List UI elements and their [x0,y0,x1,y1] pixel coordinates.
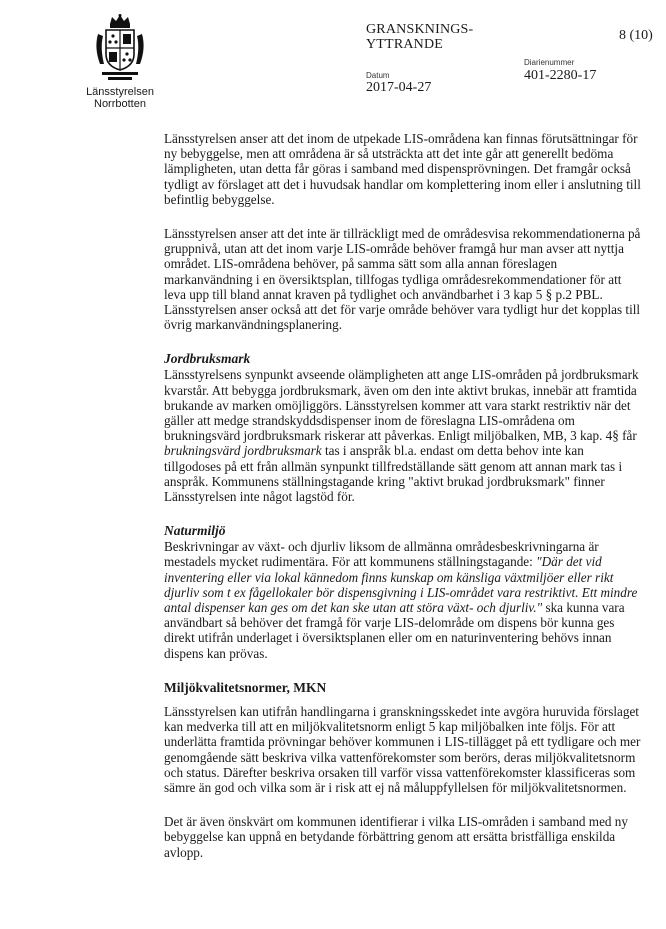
diarienummer-value: 401-2280-17 [524,68,597,83]
document-body [164,131,642,860]
heading-mkn: Miljökvalitetsnormer, MKN [164,679,327,695]
paragraph-avlopp: Det är även önskvärt om kommunen identifierar i vilka LIS-områden i samband med ny bebyggelse kan uppnå en betydande förbättring genom att ersätta bristfälliga enskilda avlopp. [164,814,628,860]
document-type-line2: YTTRANDE [366,37,444,52]
heading-naturmiljo: Naturmiljö [164,523,226,539]
coat-of-arms-icon [92,14,148,84]
paragraph-lis-areas: Länsstyrelsen anser att det inom de utpekade LIS-områdena kan finnas förutsättningar för ny bebyggelse, men att områdena är så utsträckta att det inte går att generellt bedöma lämpligheten, utan detta får göras i samband med dispensprövningen. Det framgår också tydligt av förslaget att det i huvudsak handlar om komplettering inom eller i anslutning till befintlig bebyggelse. [164,131,641,207]
paragraph-naturmiljo-part1: Beskrivningar av växt- och djurliv liksom de allmänna områdesbeskrivningarna är mestadels mycket rudimentära. För att kommunens ställningstagande: [164,539,599,570]
agency-name-line1: Länsstyrelsen [86,86,154,98]
date-value: 2017-04-27 [366,80,432,95]
page-number: 8 (10) [619,28,653,43]
paragraph-mkn: Länsstyrelsen kan utifrån handlingarna i granskningsskedet inte avgöra huruvida förslaget kan medverka till att en miljökvalitetsnorm enligt 5 kap miljöbalken inte följs. För att underlätta framtida prövningar behöver kommunen i LIS-tillägget på ett tydligare och mer genomgående sätt beskriva vilka vattenförekomster som berörs, deras miljökvalitetsnorm och status. Därefter beskriva orsaken till varför vissa vattenförekomster klassificeras som sämre än god och vilka som är i risk att ej nå måluppfyllelsen för miljökvalitetsnormen. [164,703,641,795]
document-type-line1: GRANSKNINGS- [366,22,474,37]
paragraph-jordbruksmark [164,367,642,504]
diarienummer-label: Diarienummer [524,58,575,67]
agency-name [80,86,160,110]
date-label: Datum [366,71,390,80]
paragraph-recommendations: Länsstyrelsen anser att det inte är tillräckligt med de områdesvisa rekommendationerna på gruppnivå, utan att det inom varje LIS-område behöver framgå hur man avser att nyttja området. LIS-områdena behöver, på samma sätt som alla annan föreslagen markanvändning i en översiktsplan, tillfogas tydliga områdesrekommendationer för att leva upp till bland annat kraven på tydlighet och användbarhet i 3 kap 5 § p.2 PBL. Länsstyrelsen anser också att det för varje område behöver vara tydligt hur det kopplas till övrig markanvändningsplanering. [164,226,641,333]
paragraph-jordbruksmark-emphasis: brukningsvärd jordbruksmark [164,443,322,459]
agency-logo [92,14,148,84]
paragraph-naturmiljo-quote: "Där det vid inventering eller via lokal kännedom finns kunskap om känsliga växtmiljöer eller rikt djurliv som t ex fågellokaler bör dispensgivning i LIS-området vara restriktivt. Ett mindre antal dispenser kan ges om det kan ske utan att störa växt- och djurliv." [164,554,638,616]
paragraph-jordbruksmark-part1: Länsstyrelsens synpunkt avseende olämpligheten att ange LIS-områden på jordbruksmark kvarstår. Att bebygga jordbruksmark, även om den inte aktivt brukas, innebär att framtida brukande av marken omöjliggörs. Länsstyrelsen kommer att vara starkt restriktiv när det gäller att medge strandskyddsdispenser inom de föreslagna LIS-områdena om brukningsvärd jordbruksmark riskerar att påverkas. Enligt miljöbalken, MB, 3 kap. 4§ får [164,367,639,444]
paragraph-naturmiljo-part2: ska kunna vara användbart så behöver det framgå för varje LIS-delområde om dispens bör kunna ges direkt utifrån underlaget i översiktsplanen eller om en naturinventering behövs innan dispens kan prövas. [164,600,625,661]
paragraph-naturmiljo [164,539,642,661]
agency-name-line2: Norrbotten [94,98,146,110]
document-type [366,22,473,52]
paragraph-jordbruksmark-part2: tas i anspråk bl.a. endast om detta behov inte kan tillgodoses på ett från allmän synpunkt tillfredställande sätt genom att annan mark tas i anspråk. Kommunens ställningstagande kring "aktivt brukad jordbruksmark" finner Länsstyrelsen inte något lagstöd för. [164,443,623,505]
heading-jordbruksmark: Jordbruksmark [164,351,251,367]
